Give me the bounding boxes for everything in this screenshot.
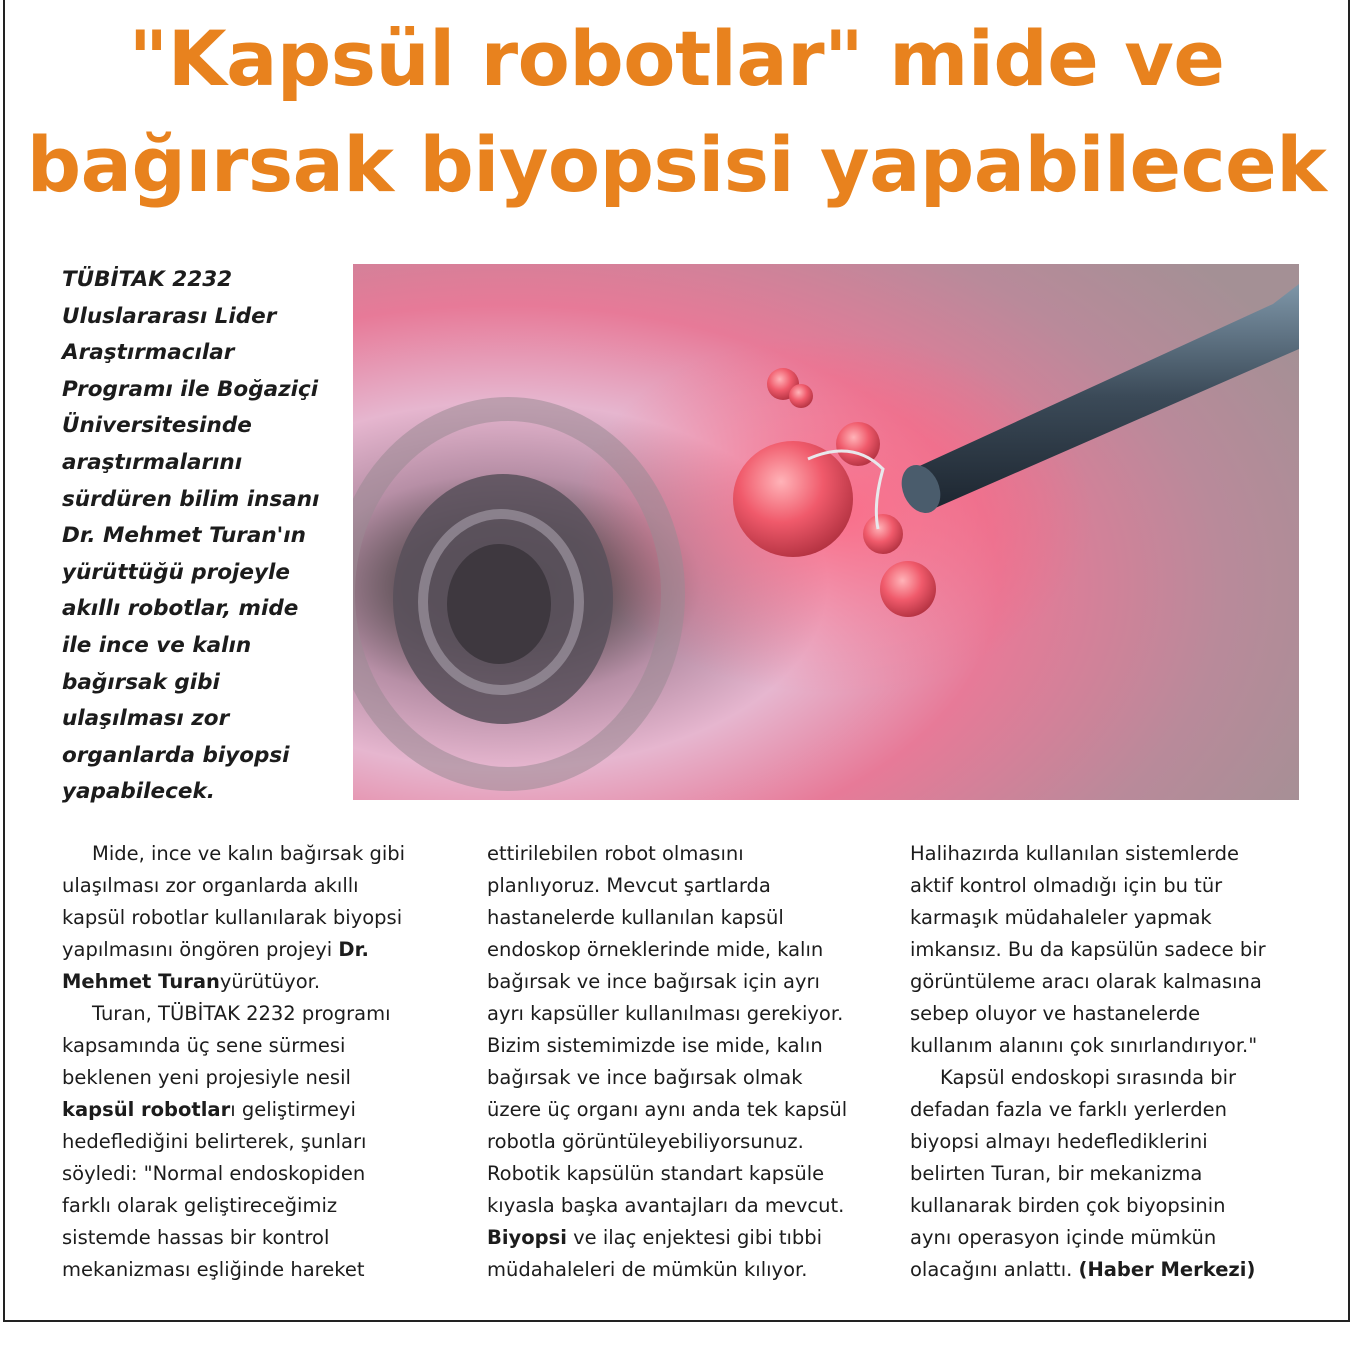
body-line: biyopsi almayı hedeflediklerini [910,1130,1208,1153]
lead-paragraph [62,262,342,811]
body-line: üzere üç organı aynı anda tek kapsül [487,1098,848,1121]
lead-line: Dr. Mehmet Turan'ın [62,523,306,549]
headline-line-2: bağırsak biyopsisi yapabilecek [26,120,1327,209]
bold-term: kapsül robotlar [62,1098,231,1121]
article-column-1 [62,838,462,1286]
lead-line: Uluslararası Lider [62,303,277,329]
lead-line: Üniversitesinde [62,413,252,439]
lead-line: Araştırmacılar [62,340,235,366]
body-line: aynı operasyon içinde mümkün [910,1226,1217,1249]
headline [10,6,1343,218]
bold-name: Dr. [338,938,369,961]
body-line: müdahaleleri de mümkün kılıyor. [487,1258,808,1281]
body-line: görüntüleme aracı olarak kalmasına [910,970,1262,993]
body-line: sebep oluyor ve hastanelerde [910,1002,1201,1025]
body-line: kapsamında üç sene sürmesi [62,1034,346,1057]
body-line: kapsül robotlar kullanılarak biyopsi [62,906,403,929]
body-line [62,934,462,966]
lead-line: yürüttüğü projeyle [62,559,290,585]
body-text: yürütüyor. [219,970,321,993]
body-line [487,1222,887,1254]
body-line: planlıyoruz. Mevcut şartlarda [487,874,771,897]
body-line [62,1094,462,1126]
article-column-2 [487,838,887,1286]
body-line: kullanım alanını çok sınırlandırıyor." [910,1034,1258,1057]
lead-line: akıllı robotlar, mide [62,596,299,622]
lead-line: sürdüren bilim insanı [62,486,320,512]
body-line: endoskop örneklerinde mide, kalın [487,938,824,961]
lead-line: ile ince ve kalın [62,632,252,658]
body-line: Bizim sistemimizde ise mide, kalın [487,1034,823,1057]
body-text: ı geliştirmeyi [230,1098,356,1121]
article-column-3 [910,838,1310,1286]
body-line: hedeflediğini belirterek, şunları [62,1130,367,1153]
body-line: ayrı kapsüller kullanılması gerekiyor. [487,1002,844,1025]
body-text: yapılmasını öngören projeyi [62,938,339,961]
body-line: kullanarak birden çok biyopsinin [910,1194,1226,1217]
body-line: Halihazırda kullanılan sistemlerde [910,842,1239,865]
lead-line: Programı ile Boğaziçi [62,376,319,402]
body-line: Turan, TÜBİTAK 2232 programı [92,1002,391,1025]
body-line: Robotik kapsülün standart kapsüle [487,1162,825,1185]
body-line: sistemde hassas bir kontrol [62,1226,330,1249]
body-line: belirten Turan, bir mekanizma [910,1162,1203,1185]
body-text: olacağını anlattı. [910,1258,1079,1281]
body-line: kıyasla başka avantajları da mevcut. [487,1194,845,1217]
body-line: robotla görüntüleyebiliyorsunuz. [487,1130,804,1153]
body-line: farklı olarak geliştireceğimiz [62,1194,338,1217]
body-line: ettirilebilen robot olmasını [487,842,744,865]
body-line: karmaşık müdahaleler yapmak [910,906,1212,929]
lead-line: bağırsak gibi [62,669,220,695]
capsule-robot-biopsy-illustration [353,264,1299,800]
byline: (Haber Merkezi) [1078,1258,1256,1281]
bold-name: Mehmet Turan [62,970,220,993]
body-line: bağırsak ve ince bağırsak için ayrı [487,970,820,993]
body-line: defadan fazla ve farklı yerlerden [910,1098,1227,1121]
body-line: mekanizması eşliğinde hareket [62,1258,365,1281]
lead-line: TÜBİTAK 2232 [62,267,233,292]
body-line: Mide, ince ve kalın bağırsak gibi [92,842,406,865]
headline-line-1: "Kapsül robotlar" mide ve [128,14,1225,103]
body-line: imkansız. Bu da kapsülün sadece bir [910,938,1266,961]
body-line: bağırsak ve ince bağırsak olmak [487,1066,803,1089]
body-line: Kapsül endoskopi sırasında bir [940,1066,1237,1089]
body-text: ve ilaç enjektesi gibi tıbbi [566,1226,823,1249]
lead-line: yapabilecek. [62,779,215,805]
body-line: aktif kontrol olmadığı için bu tür [910,874,1223,897]
body-line: ulaşılması zor organlarda akıllı [62,874,359,897]
lead-line: organlarda biyopsi [62,742,290,768]
lead-line: araştırmalarını [62,449,243,475]
body-line: söyledi: "Normal endoskopiden [62,1162,366,1185]
body-line: beklenen yeni projesiyle nesil [62,1066,351,1089]
lead-line: ulaşılması zor [62,706,230,732]
body-line: hastanelerde kullanılan kapsül [487,906,784,929]
bold-term: Biyopsi [487,1226,567,1249]
body-line [910,1254,1310,1286]
body-line [62,966,462,998]
